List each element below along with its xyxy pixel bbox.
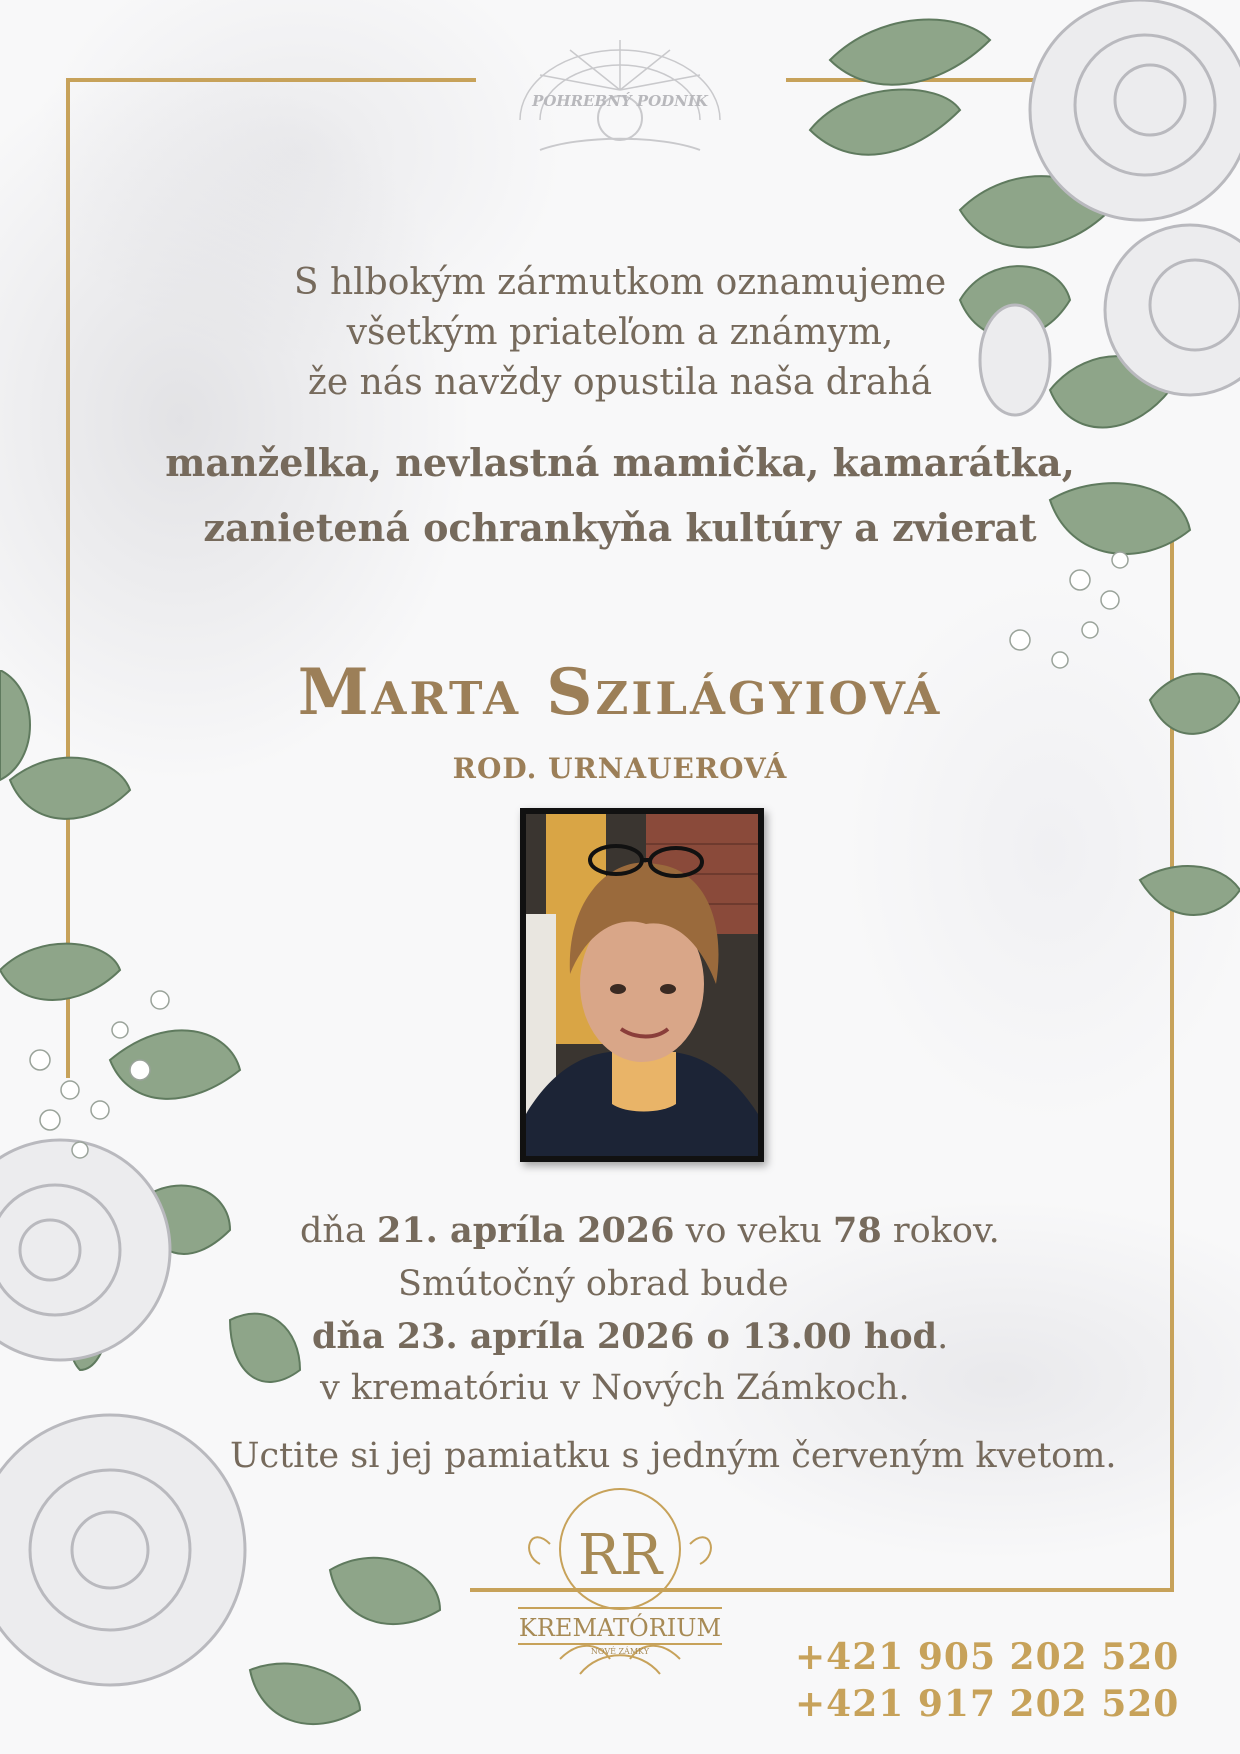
deceased-name: Marta Szilágyiová (297, 655, 943, 730)
crematorium-sub: NOVÉ ZÁMKY (590, 1647, 650, 1656)
portrait-photo (520, 808, 764, 1162)
monogram: RR (577, 1523, 663, 1588)
intro-line: všetkým priateľom a známym, (346, 312, 894, 353)
death-prefix: dňa (300, 1211, 366, 1251)
logo-text: POHREBNÝ PODNIK (532, 92, 708, 110)
relations-line: zanietená ochrankyňa kultúry a zvierat (203, 505, 1037, 550)
death-suffix: rokov. (892, 1211, 1000, 1251)
ceremony-datetime-end: . (937, 1317, 949, 1357)
ceremony-request: Uctite si jej pamiatku s jedným červeným kvetom. (230, 1436, 1117, 1476)
crematorium-name: KREMATÓRIUM (518, 1614, 722, 1642)
phone-number[interactable]: +421 917 202 520 (795, 1683, 1180, 1725)
small-blossom-icon (1010, 552, 1128, 668)
intro-text (130, 258, 1110, 408)
ceremony-intro: Smútočný obrad bude (398, 1264, 789, 1304)
death-age: 78 (833, 1210, 882, 1251)
intro-line: že nás navždy opustila naša drahá (307, 362, 933, 403)
ceremony-datetime (312, 1316, 948, 1357)
death-info (300, 1210, 1000, 1251)
relations-line: manželka, nevlastná mamička, kamarátka, (165, 440, 1075, 485)
frame-top-left (66, 78, 476, 82)
ceremony-datetime-text: dňa 23. apríla 2026 o 13.00 hod (312, 1316, 938, 1357)
ceremony-place: v krematóriu v Nových Zámkoch. (320, 1368, 910, 1408)
crematorium-logo (500, 1484, 740, 1684)
flower-decoration-top-right (790, 0, 1240, 1000)
death-date: 21. apríla 2026 (376, 1210, 675, 1251)
maiden-name: ROD. URNAUEROVÁ (452, 752, 788, 785)
portrait-image (526, 814, 758, 1156)
intro-line: S hlbokým zármutkom oznamujeme (293, 262, 947, 303)
funeral-service-logo (500, 30, 740, 160)
small-blossom-icon (30, 991, 169, 1158)
phone-number[interactable]: +421 905 202 520 (795, 1636, 1180, 1678)
death-mid: vo veku (685, 1211, 822, 1251)
